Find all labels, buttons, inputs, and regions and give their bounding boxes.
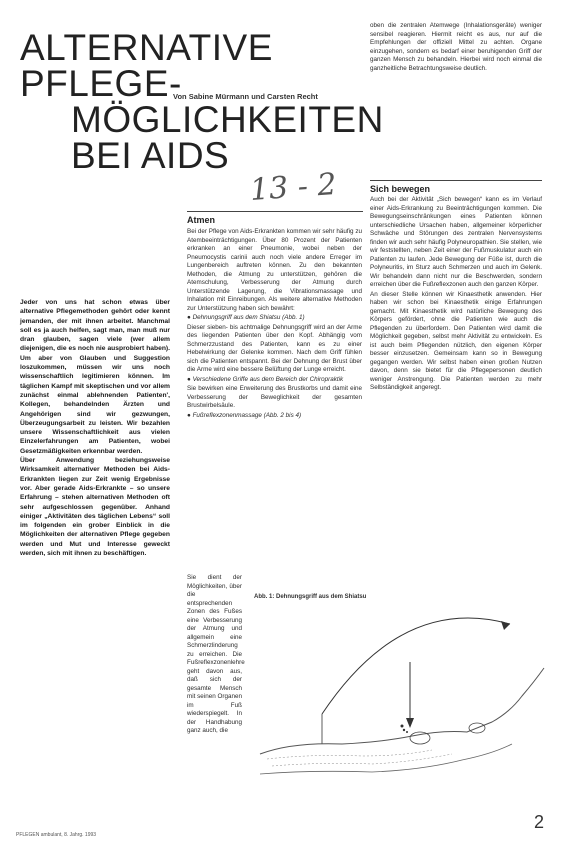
pressure-point — [406, 731, 408, 733]
bullet-heading: ● Fußreflexzonenmassage (Abb. 2 bis 4) — [187, 411, 302, 419]
body-paragraph: Auch bei der Aktivität „Sich bewegen“ kann es im Verlauf einer Aids-Erkrankung zu Beeinträchtigungen kommen. Die Bewegungseinschränkungen eines Patienten können unterschiedliche Ursachen haben, allgemeiner körperlicher Schwäche und Störungen des zentralen Nervensystems finden wir auch sehr häufig Polyneuropathien. Sie stellen, wie wir feststellten, neben Zeit einer der Fußmuskulatur auch ein Patienten zu laufen. Jede Bewegung der Füße ist, durch die Polyneuritis, im Sturz auch Schmerzen und auch im Gelenk. Wir behandeln dann nicht nur die Beschwerden, sondern erreichen über die Fußreflexzonen auch den ganzen Körper. — [370, 196, 542, 288]
shading-line — [272, 754, 452, 766]
intro-paragraph: Jeder von uns hat schon etwas über alternative Pflegemethoden gehört oder kennt jemanden, der mit ihnen arbeitet. Manchmal soll es ja auch helfen, sagt man, man muß nur dran glauben, sagen viele (wer allem diejenigen, die es noch nie ausprobiert haben). Um aber von Glauben und Suggestion loszukommen, müssen wir uns noch wissenschaftlich legitimieren können. Im täglichen Kampf mit skeptischen und vor allem zunächst einmal ablehnenden Patienten', Kollegen, behandelnden Ärzten und Angehörigen sind wir gezwungen, Überzeugungsarbeit zu leisten. Wir bezahlen unsere Wissenschaftlichkeit aus vielen Einzelerfahrungen am Patienten, wobei Gesetzmäßigkeiten erkennbar werden. — [20, 299, 170, 455]
intro-text — [20, 298, 170, 558]
pressure-point — [401, 725, 404, 728]
body-paragraph: An dieser Stelle können wir Kinaesthetik anwenden. Hier haben wir schon bei Kinaesthetik einige Erfahrungen gemacht. Mit Kinaesthetik wird natürliche Bewegung des Körpers gefördert, ohne die Patienten wie auch die Pflegenden zu überfordern. Den Patienten wird damit die Möglichkeit gegeben, selbst mehr Aktivität zu entwickeln. Es ist auch beim Pflegenden nützlich, den eigenen Körper besser einzusetzen. Gemeinsam kann so in Bewegung gegangen werden. Wir selbst haben einen großen Nutzen davon, denn sie bietet für die Pflegepersonen deutlich weniger Anstrengung. Die Patienten werden zu mehr Selbständigkeit angeregt. — [370, 290, 542, 391]
article-title — [16, 27, 396, 176]
pressure-point — [403, 729, 405, 731]
title-line-2: PFLEGE- — [20, 63, 182, 104]
page-footer: PFLEGEN ambulant, 8. Jahrg. 1993 — [16, 832, 97, 838]
body-paragraph: oben die zentralen Atemwege (Inhalationsgeräte) weniger sensibel reagieren. Hiermit reicht es aus, nur auf die Empfehlungen der offiziell Mittel zu achten. Organe einzugehen, sondern es bedarf einer beruhigenden Griff der ganzen Mensch zu behandeln. Hierbei wird noch einmal die ganzheitliche Betrachtungsweise deutlich. — [370, 22, 542, 72]
body-paragraph: Sie dient der Möglichkeiten, über die entsprechenden Zonen des Fußes eine Verbesserung der Atmung und allgemein eine Schmerzlinderung zu erreichen. Die Fußreflexzonenlehre geht davon aus, daß sich der gesamte Mensch mit seinen Organen im Fuß wiederspiegelt. In der Handhabung ganz auch, die — [187, 574, 245, 734]
title-line-1: ALTERNATIVE — [20, 27, 273, 68]
shiatsu-illustration — [252, 604, 550, 834]
column-atmen-narrow — [187, 574, 245, 737]
shading-line — [267, 750, 432, 759]
column-right-top — [370, 22, 542, 74]
body-lower-outline — [260, 744, 512, 774]
motion-arc — [322, 618, 510, 714]
down-arrow-icon — [406, 718, 414, 728]
title-line-4: BEI AIDS — [71, 135, 230, 176]
column-atmen — [187, 228, 362, 421]
title-line-3: MÖGLICHKEITEN — [71, 99, 384, 140]
handwritten-note: 13 - 2 — [248, 167, 338, 208]
page-mark: 2 — [534, 812, 545, 832]
hand-outline — [410, 732, 430, 744]
figure-caption: Abb. 1: Dehnungsgriff aus dem Shiatsu — [254, 594, 367, 600]
column-sich-bewegen — [370, 196, 542, 394]
bullet-heading: ● Dehnungsgriff aus dem Shiatsu (Abb. 1) — [187, 314, 305, 321]
article-authors: Von Sabine Mürmann und Carsten Recht — [173, 92, 318, 101]
section-heading-sich-bewegen: Sich bewegen — [370, 180, 542, 194]
bullet-heading: ● Verschiedene Griffe aus dem Bereich der Chiropraktik — [187, 375, 344, 383]
body-paragraph: Bei der Pflege von Aids-Erkrankten kommen wir sehr häufig zu Atembeeinträchtigungen. Über 80 Prozent der Patienten erkranken an einer Pneumonie, wobei neben der Pneumocystis carinii auch noch viele andere Erreger im Lungenbereich auftreten können. Zu den bekannten Methoden, die Atmung zu unterstützen, gehören die Atemschulung, Verbesserung der Atmung durch Unterstützende Lagerung, die Vibrationsmassage und Inhalation mit Einreibungen. Als weitere alternative Methoden zur Unterstützung haben sich bewährt: — [187, 228, 362, 312]
body-paragraph: Dieser sieben- bis achtmalige Dehnungsgriff wird an der Arme des liegenden Patienten über den Kopf. Abhängig vom Schmerzzustand des Patienten, kann es zu einer Hebelwirkung der Gelenke kommen. Nach dem Griff fühlen sich die Patienten entspannt. Bei der Dehnung der Brust über die Arme wird eine bessere Belüftung der Lunge erreicht. — [187, 323, 362, 373]
section-heading-atmen: Atmen — [187, 211, 363, 225]
body-outline — [260, 668, 544, 754]
body-paragraph: Sie bewirken eine Erweiterung des Brustkorbs und damit eine Verbesserung der Beweglichkeit der gesamten Brustwirbelsäule. — [187, 385, 362, 409]
intro-paragraph: Über Anwendung beziehungsweise Wirksamkeit alternativer Methoden bei Aids-Erkrankten liegen zur Zeit wenig Ergebnisse vor. Aber gerade Aids-Erkrankte – so unsere Erfahrung – stehen alternativen Methoden oft sehr aufgeschlossen gegenüber. Anhand einiger „Aktivitäten des täglichen Lebens“ soll im folgenden ein grober Einblick in die Möglichkeiten der alternativen Pflege gegeben werden und Mut und Interesse geweckt werden, sich mit ihnen zu beschäftigen. — [20, 457, 170, 558]
